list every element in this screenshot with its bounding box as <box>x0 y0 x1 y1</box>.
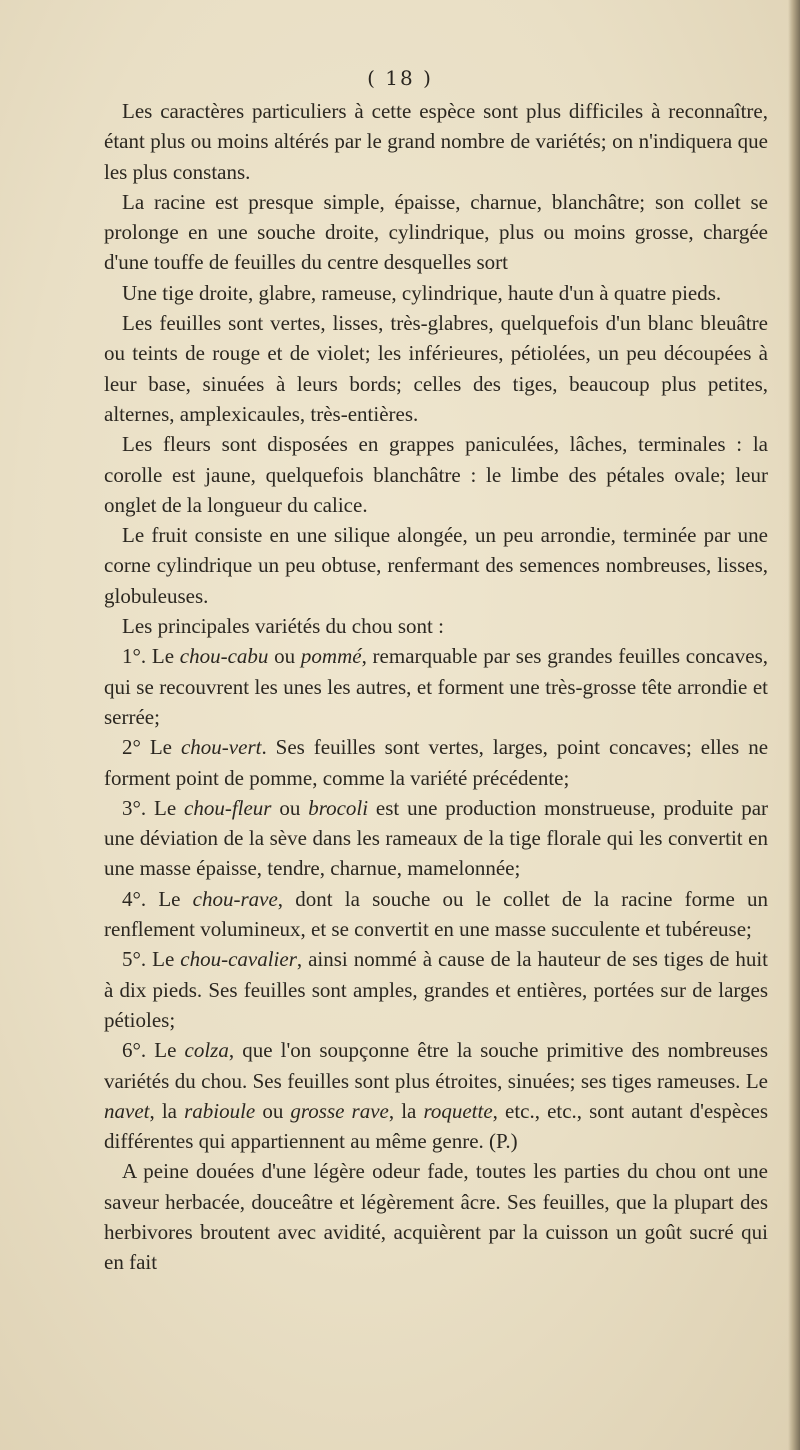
italic-term: pommé <box>300 644 362 669</box>
text-run: , la <box>149 1098 185 1123</box>
text-run: , la <box>388 1098 424 1123</box>
paragraph-variety-6 <box>104 1035 768 1156</box>
text-run: est une production monstrueuse, produite par une déviation de la sève dans les rameaux de la tige florale qui les convertit en une masse épaisse, tendre, charnue, mamelonnée; <box>104 795 769 881</box>
paragraph-variety-3 <box>104 793 768 884</box>
text-run: , dont la souche ou le collet de la racine forme un renflement volumineux, et se convertit en une masse succulente et tubéreuse; <box>104 886 769 942</box>
text-run: ou <box>255 1098 291 1123</box>
paragraph-characteristics: Les caractères particuliers à cette espèce sont plus difficiles à reconnaître, étant plus ou moins altérés par le grand nombre de variétés; on n'indiquera que les plus constans. <box>104 99 768 184</box>
text-run: 3°. Le <box>122 795 184 820</box>
text-run: 5°. Le <box>122 947 181 972</box>
text-run: . Ses feuilles sont vertes, larges, point concaves; elles ne forment point de pomme, comme la variété précédente; <box>104 735 769 790</box>
paragraph-variety-4 <box>104 884 768 945</box>
paragraph-leaves: Les feuilles sont vertes, lisses, très-glabres, quelquefois d'un blanc bleuâtre ou teints de rouge et de violet; les inférieures, pétiolées, un peu découpées à leur base, sinuées à leurs bords; celles des tiges, beaucoup plus petites, alternes, amplexicaules, très-entières. <box>104 311 768 426</box>
text-run: , remarquable par ses grandes feuilles concaves, qui se recouvrent les unes les autres, et forment une très-grosse tête arrondie et serrée; <box>104 644 768 729</box>
text-run: , que l'on soupçonne être la souche primitive des nombreuses variétés du chou. Ses feuilles sont plus étroites, sinuées; ses tiges rameuses. Le <box>104 1038 768 1093</box>
text-run: 2° Le <box>122 735 181 760</box>
text-run: ou <box>268 644 301 669</box>
paragraph-varieties-intro: Les principales variétés du chou sont : <box>122 614 444 639</box>
text-run: , etc., etc., sont autant d'espèces différentes qui appartiennent au même genre. (P.) <box>104 1098 769 1154</box>
italic-term: colza <box>184 1038 229 1063</box>
italic-term: chou-vert <box>180 735 262 760</box>
paragraph-variety-1 <box>104 641 768 732</box>
paragraph-stem: Une tige droite, glabre, rameuse, cylindrique, haute d'un à quatre pieds. <box>122 280 722 305</box>
italic-term: chou-cavalier <box>180 947 297 972</box>
paragraph-fruit: Le fruit consiste en une silique alongée, un peu arrondie, terminée par une corne cylindrique un peu obtuse, renfermant des semences nombreuses, lisses, globuleuses. <box>104 523 768 608</box>
body-text <box>104 96 768 1278</box>
italic-term: navet <box>104 1098 150 1123</box>
paragraph-taste: A peine douées d'une légère odeur fade, toutes les parties du chou ont une saveur herbacée, douceâtre et légèrement âcre. Ses feuilles, que la plupart des herbivores broutent avec avidité, acquièrent par la cuisson un goût sucré qui en fait <box>104 1159 768 1275</box>
text-run: 1°. Le <box>122 644 180 669</box>
page-number: ( 18 ) <box>367 66 433 90</box>
text-run: 4°. Le <box>122 886 193 911</box>
italic-term: chou-cabu <box>179 644 269 669</box>
italic-term: chou-rave <box>192 886 278 911</box>
paragraph-flowers: Les fleurs sont disposées en grappes paniculées, lâches, terminales : la corolle est jaune, quelquefois blanchâtre : le limbe des pétales ovale; leur onglet de la longueur du calice. <box>104 432 768 517</box>
italic-term: grosse rave <box>290 1098 389 1123</box>
page-edge-shadow <box>788 0 800 1450</box>
text-run: ou <box>271 795 309 820</box>
italic-term: chou-fleur <box>184 795 272 820</box>
text-run: 6°. Le <box>122 1038 185 1063</box>
italic-term: rabioule <box>184 1098 256 1123</box>
paragraph-variety-5 <box>104 944 768 1035</box>
italic-term: brocoli <box>308 795 369 820</box>
paragraph-root: La racine est presque simple, épaisse, charnue, blanchâtre; son collet se prolonge en une souche droite, cylindrique, plus ou moins grosse, chargée d'une touffe de feuilles du centre desquelles sort <box>104 189 768 275</box>
text-run: , ainsi nommé à cause de la hauteur de ses tiges de huit à dix pieds. Ses feuilles sont amples, grandes et entières, portées sur de larges pétioles; <box>104 947 768 1032</box>
paragraph-variety-2 <box>104 732 768 793</box>
italic-term: roquette <box>423 1098 493 1123</box>
